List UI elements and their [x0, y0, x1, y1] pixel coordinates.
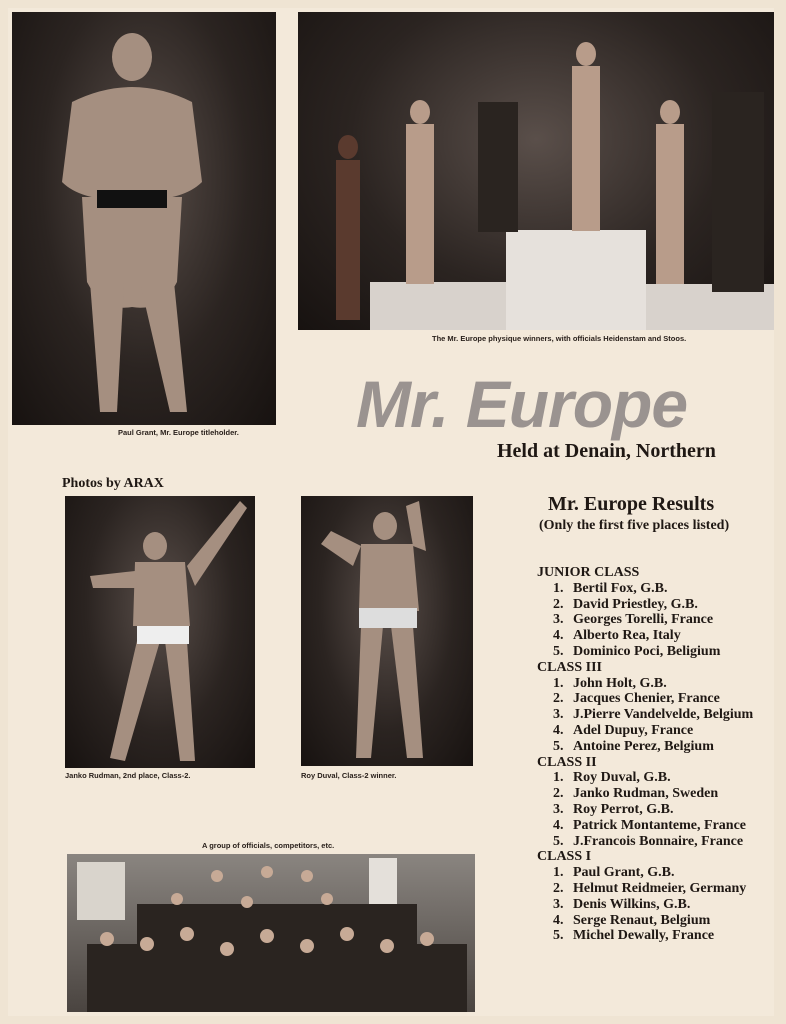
- caption-mid-left: Janko Rudman, 2nd place, Class-2.: [65, 771, 191, 780]
- article-subtitle: Held at Denain, Northern: [497, 440, 716, 462]
- result-entry: 3. Roy Perrot, G.B.: [553, 801, 674, 817]
- class-heading: CLASS II: [537, 754, 597, 770]
- results-note: (Only the first five places listed): [539, 518, 730, 533]
- result-entry: 4. Serge Renaut, Belgium: [553, 912, 711, 928]
- photo-roy-duval: [301, 496, 473, 766]
- result-entry: 5. J.Francois Bonnaire, France: [553, 833, 744, 849]
- group-scene: [67, 854, 475, 1012]
- results-heading: Mr. Europe Results: [548, 493, 715, 515]
- article-title: Mr. Europe: [356, 367, 688, 441]
- photo-janko-rudman: [65, 496, 255, 768]
- podium-scene: [298, 12, 774, 330]
- bodybuilder-figure: [12, 12, 276, 425]
- result-entry: 2. Jacques Chenier, France: [553, 691, 720, 707]
- result-entry: 1. Bertil Fox, G.B.: [553, 580, 668, 596]
- result-entry: 3. J.Pierre Vandelvelde, Belgium: [553, 707, 754, 723]
- caption-bottom: A group of officials, competitors, etc.: [202, 841, 335, 850]
- photo-podium: [298, 12, 774, 330]
- photo-group: [67, 854, 475, 1012]
- photo-paul-grant: [12, 12, 276, 425]
- result-entry: 1. John Holt, G.B.: [553, 675, 667, 691]
- result-entry: 1. Roy Duval, G.B.: [553, 770, 671, 786]
- result-entry: 5. Michel Dewally, France: [553, 928, 715, 944]
- result-entry: 3. Georges Torelli, France: [553, 612, 714, 628]
- result-entry: 1. Paul Grant, G.B.: [553, 865, 675, 881]
- class-heading: JUNIOR CLASS: [537, 565, 640, 580]
- result-entry: 4. Adel Dupuy, France: [553, 722, 694, 738]
- result-entry: 5. Dominico Poci, Beligium: [553, 643, 721, 659]
- photo-credit: Photos by ARAX: [62, 476, 164, 491]
- results-list: [537, 565, 774, 944]
- result-entry: 4. Patrick Montanteme, France: [553, 817, 746, 833]
- posing-figure: [301, 496, 473, 766]
- result-entry: 5. Antoine Perez, Belgium: [553, 738, 714, 754]
- result-entry: 3. Denis Wilkins, G.B.: [553, 896, 691, 912]
- posing-figure: [65, 496, 255, 768]
- caption-top-right: The Mr. Europe physique winners, with officials Heidenstam and Stoos.: [432, 334, 687, 343]
- class-heading: CLASS III: [537, 659, 602, 675]
- result-entry: 4. Alberto Rea, Italy: [553, 628, 681, 644]
- caption-top-left: Paul Grant, Mr. Europe titleholder.: [118, 428, 239, 437]
- result-entry: 2. Janko Rudman, Sweden: [553, 786, 719, 802]
- result-entry: 2. David Priestley, G.B.: [553, 596, 698, 612]
- result-entry: 2. Helmut Reidmeier, Germany: [553, 880, 747, 896]
- class-heading: CLASS I: [537, 849, 592, 865]
- caption-mid-right: Roy Duval, Class-2 winner.: [301, 771, 397, 780]
